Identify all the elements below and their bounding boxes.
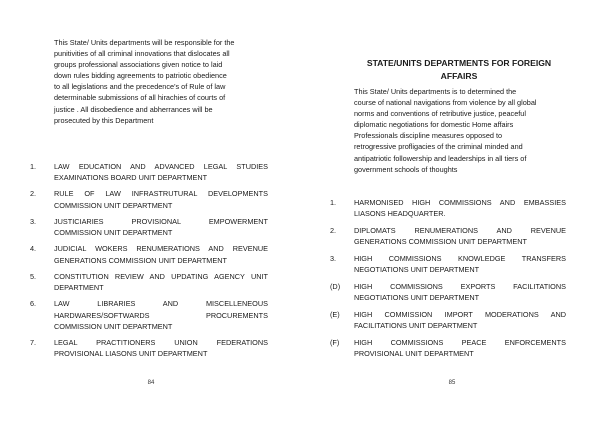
list-marker: 6. bbox=[30, 299, 37, 309]
list-marker: 5. bbox=[30, 271, 37, 281]
list-marker: 7. bbox=[30, 338, 37, 347]
item-line: HARDWARES/SOFTWARDS PROCUREMENTS bbox=[54, 310, 268, 320]
item-line: HIGH COMMISSIONS EXPORTS FACILITATIONS bbox=[354, 282, 566, 292]
item-line: LAW EDUCATION AND ADVANCED LEGAL STUDIES bbox=[54, 162, 268, 171]
list-item bbox=[330, 197, 566, 219]
list-item bbox=[30, 161, 268, 183]
list-item bbox=[30, 337, 268, 359]
item-line: HIGH COMMISSION IMPORT MODERATIONS AND bbox=[354, 310, 566, 320]
list-item bbox=[30, 188, 268, 210]
paragraph-line: diplomatic negotiations for domestic Home affairs bbox=[354, 120, 514, 130]
paragraph-line: punitivities of all criminal innovations that dislocates all bbox=[54, 49, 230, 59]
list-marker: 1. bbox=[30, 162, 37, 171]
paragraph-line: course of national navigations from violence by all global bbox=[354, 98, 537, 108]
item-line: EXAMINATIONS BOARD UNIT DEPARTMENT bbox=[54, 173, 208, 183]
paragraph-line: down rules bidding agreements to patriotic obedience bbox=[54, 71, 227, 81]
list-marker: 2. bbox=[30, 189, 37, 199]
paragraph-line: justice . All disobedience and abherrances will be bbox=[54, 104, 213, 114]
item-line: HARMONISED HIGH COMMISSIONS AND EMBASSIES bbox=[354, 198, 566, 207]
left-intro-paragraph bbox=[54, 37, 272, 126]
page-number: 85 bbox=[448, 380, 456, 386]
section-title bbox=[333, 57, 585, 83]
item-line: CONSTITUTION REVIEW AND UPDATING AGENCY UNIT bbox=[54, 271, 268, 281]
list-marker: 3. bbox=[30, 216, 37, 226]
item-line: GENERATIONS COMMISSION UNIT DEPARTMENT bbox=[54, 255, 227, 265]
item-line: FACILITATIONS UNIT DEPARTMENT bbox=[354, 321, 478, 331]
list-marker: (D) bbox=[330, 282, 341, 292]
item-line: LEGAL PRACTITIONERS UNION FEDERATIONS bbox=[54, 338, 268, 347]
item-line: COMMISSION UNIT DEPARTMENT bbox=[54, 200, 173, 210]
title-line: AFFAIRS bbox=[440, 70, 478, 81]
paragraph-line: determinable submissions of all hirachies of courts of bbox=[54, 93, 226, 103]
right-intro-paragraph bbox=[354, 86, 576, 175]
list-item bbox=[330, 337, 566, 359]
paragraph-line: government schools of thoughts bbox=[354, 164, 458, 174]
list-item bbox=[30, 243, 268, 265]
list-item bbox=[330, 253, 566, 275]
paragraph-line: groups professional associations given notice to laid bbox=[54, 60, 223, 70]
item-line: GENERATIONS COMMISSION UNIT DEPARTMENT bbox=[354, 237, 527, 247]
item-line: LIASONS HEADQUARTER. bbox=[354, 209, 446, 219]
list-marker: 3. bbox=[330, 254, 337, 264]
item-line: HIGH COMMISSIONS KNOWLEDGE TRANSFERS bbox=[354, 254, 566, 264]
item-line: COMMISSION UNIT DEPARTMENT bbox=[54, 228, 173, 238]
item-line: HIGH COMMISSIONS PEACE ENFORCEMENTS bbox=[354, 338, 566, 348]
item-line: JUSTICIARIES PROVISIONAL EMPOWERMENT bbox=[54, 216, 268, 226]
right-department-list bbox=[330, 197, 566, 365]
list-item bbox=[30, 298, 268, 331]
list-marker: (E) bbox=[330, 310, 340, 320]
list-item bbox=[330, 309, 566, 331]
item-line: NEGOTIATIONS UNIT DEPARTMENT bbox=[354, 265, 480, 275]
title-line: STATE/UNITS DEPARTMENTS FOR FOREIGN bbox=[366, 58, 552, 68]
item-line: PROVISIONAL LIASONS UNIT DEPARTMENT bbox=[54, 349, 208, 359]
item-line: PROVISIONAL UNIT DEPARTMENT bbox=[354, 349, 474, 359]
paragraph-line: This State/ Units departments will be responsible for the bbox=[54, 38, 235, 47]
page-number: 84 bbox=[147, 380, 155, 386]
paragraph-line: norms and conventions of retributive justice, peaceful bbox=[354, 109, 526, 119]
item-line: DIPLOMATS RENUMERATIONS AND REVENUE bbox=[354, 226, 566, 236]
list-item bbox=[330, 281, 566, 303]
item-line: NEGOTIATIONS UNIT DEPARTMENT bbox=[354, 293, 480, 303]
item-line: RULE OF LAW INFRASTRUTURAL DEVELOPMENTS bbox=[54, 189, 268, 199]
item-line: DEPARTMENT bbox=[54, 283, 104, 293]
paragraph-line: Professionals discipline measures opposed to bbox=[354, 131, 503, 141]
paragraph-line: This State/ Units departments is to determined the bbox=[354, 87, 517, 96]
list-item bbox=[30, 271, 268, 293]
list-marker: 2. bbox=[330, 226, 337, 236]
paragraph-line: antipatriotic followership and leaderships in all tiers of bbox=[354, 153, 527, 163]
list-marker: (F) bbox=[330, 338, 340, 348]
list-item bbox=[330, 225, 566, 247]
left-department-list bbox=[30, 161, 268, 364]
item-line: LAW LIBRARIES AND MISCELLENEOUS bbox=[54, 299, 268, 309]
list-marker: 1. bbox=[330, 198, 337, 207]
item-line: JUDICIAL WOKERS RENUMERATIONS AND REVENUE bbox=[54, 244, 268, 254]
list-marker: 4. bbox=[30, 244, 37, 254]
paragraph-line: retrogressive profligacies of the criminal minded and bbox=[354, 142, 523, 152]
paragraph-line: prosecuted by this Department bbox=[54, 115, 154, 125]
item-line: COMMISSION UNIT DEPARTMENT bbox=[54, 321, 173, 331]
paragraph-line: to all legislations and the precedence's of Rule of law bbox=[54, 82, 226, 92]
list-item bbox=[30, 216, 268, 238]
